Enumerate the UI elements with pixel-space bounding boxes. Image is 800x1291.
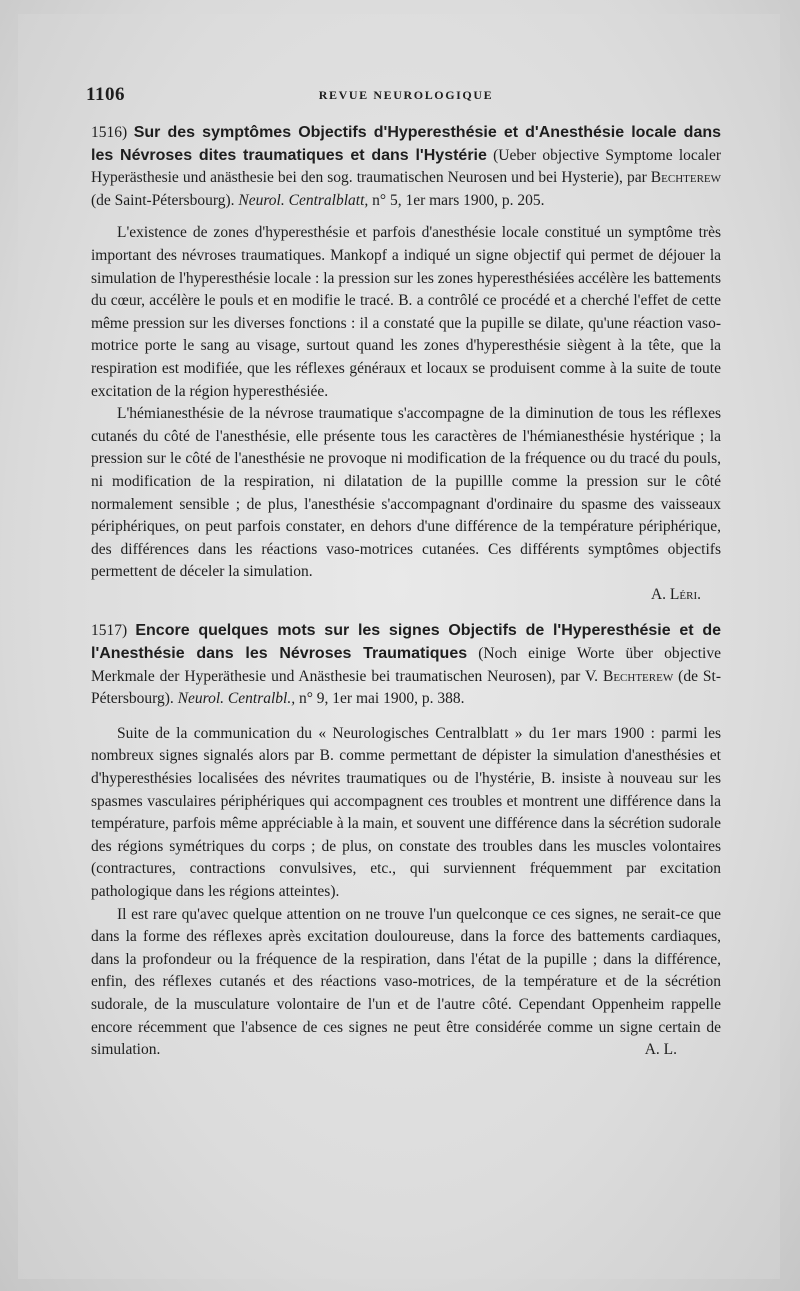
original-title: (Ueber objective Symptome localer Hyperästhesie und anästhesie bei den sog. traumatischen Neurosen und bei Hysterie), par <box>91 146 721 187</box>
paragraph-text: L'hémianesthésie de la névrose traumatique s'accompagne de la diminution de tous les réflexes cutanés du côté de l'anesthésie, elle présente tous les caractères de l'hémianesthésie hystérique ; la pression sur le côté de l'anesthésie ne provoque ni modification de la fréquence ou du tracé du pouls, ni modification de la respiration, ni dilatation de la pupillle comme la pression sur le côté normalement sensible ; de plus, l'anesthésie s'accompagnant d'ordinaire du spasme des vaisseaux périphériques, on peut parfois constater, en dehors d'une différence de la température périphérique, des différences dans les réactions vaso-motrices cutanées. Ces différents symptômes objectifs permettent de déceler la simulation. <box>91 405 721 581</box>
abstract-1516 <box>91 122 721 606</box>
signature-row <box>91 584 721 607</box>
author-name: Bechterew <box>603 667 674 685</box>
article-title: Encore quelques mots sur les signes Objectifs de l'Hyperesthésie et de l'Anesthésie dans les Névroses Traumatiques <box>91 622 722 663</box>
abstract-number: 1517) <box>91 622 128 640</box>
abstract-paragraph <box>91 403 721 584</box>
article-title: Sur des symptômes Objectifs d'Hyperesthésie et d'Anesthésie locale dans les Névroses dites traumatiques et dans l'Hystérie <box>91 124 722 164</box>
abstract-heading <box>91 620 721 710</box>
abstract-heading <box>91 122 721 212</box>
abstract-paragraph <box>91 904 721 1062</box>
author-name: Bechterew <box>650 169 722 187</box>
abstract-paragraph: L'existence de zones d'hyperesthésie et parfois d'anesthésie locale constitué un symptôme très important des névroses traumatiques. Mankopf a indiqué un signe objectif qui permet de déjouer la simulation de l'hyperesthésie locale : la pression sur les zones hyperesthésiées accélère les battements du cœur, accélère le pouls et en modifie le tracé. B. a contrôlé ce procédé et a cherché l'effet de cette même pression sur les diverses fonctions : il a constaté que la pupille se dilate, qu'une réaction vaso-motrice porte le sang au visage, surtout quand les zones d'hyperesthésie siègent à la tête, que la respiration est modifiée, que les réflexes généraux et locaux se produisent comme à la suite de toute excitation de la région hyperesthésiée. <box>91 224 721 400</box>
section-spacer <box>91 606 721 620</box>
citation-details: n° 5, 1er mars 1900, p. 205. <box>372 191 545 209</box>
paragraph-text: Il est rare qu'avec quelque attention on ne trouve l'un quelconque ce ces signes, ne serait-ce que dans la forme des réflexes après excitation douloureuse, dans la force des battements cardiaques, dans la profondeur ou la fréquence de la respiration, dans l'état de la pupille ; dans la différence, enfin, des réflexes cutanés et des réactions vaso-motrices, de la température et de la sécrétion sudorale, de la musculature volontaire de l'un et de l'autre côté. Cependant Oppenheim rappelle encore récemment que l'absence de ces signes ne peut être considérée comme un signe certain de simulation. <box>91 905 721 1059</box>
author-signature: A. L. <box>644 1041 677 1059</box>
abstract-1517 <box>91 620 721 1061</box>
paragraph-spacer <box>91 711 721 723</box>
author-affiliation: (de St-Pétersbourg). <box>91 667 721 708</box>
citation-details: n° 9, 1er mai 1900, p. 388. <box>298 690 465 708</box>
author-affiliation: (de Saint-Pétersbourg). <box>91 191 235 209</box>
journal-name: Neurol. Centralblatt, <box>238 191 369 209</box>
original-title: (Noch einige Worte über objective Merkmale der Hyperäthesie und Anästhesie bei traumatischen Neurosen), par V. <box>91 645 721 685</box>
abstract-number: 1516) <box>91 124 128 141</box>
page-body <box>91 122 721 1062</box>
journal-name: Neurol. Centralbl., <box>177 690 296 708</box>
running-title: REVUE NEUROLOGIQUE <box>318 88 494 102</box>
page-number: 1106 <box>86 84 125 105</box>
page-header <box>86 84 726 106</box>
author-signature: A. Léri. <box>650 585 701 603</box>
abstract-paragraph: Suite de la communication du « Neurologisches Centralblatt » du 1er mars 1900 : parmi les nombreux signes signalés alors par B. comme permettant de dépister la simulation d'anesthésies et d'hyperesthésies localisées des névrites traumatiques ou de l'hystérie, B. insiste à nouveau sur les spasmes vasculaires périphériques qui accompagnent ces troubles et montrent une différence dans la température, parfois même appréciable à la main, et souvent une différence dans la sécrétion sudorale des régions symétriques du corps ; de plus, on constate des troubles dans les muscles volontaires (contractures, contractions convulsives, etc., qui surviennent fréquemment par excitation pathologique dans les régions atteintes). <box>91 724 721 900</box>
